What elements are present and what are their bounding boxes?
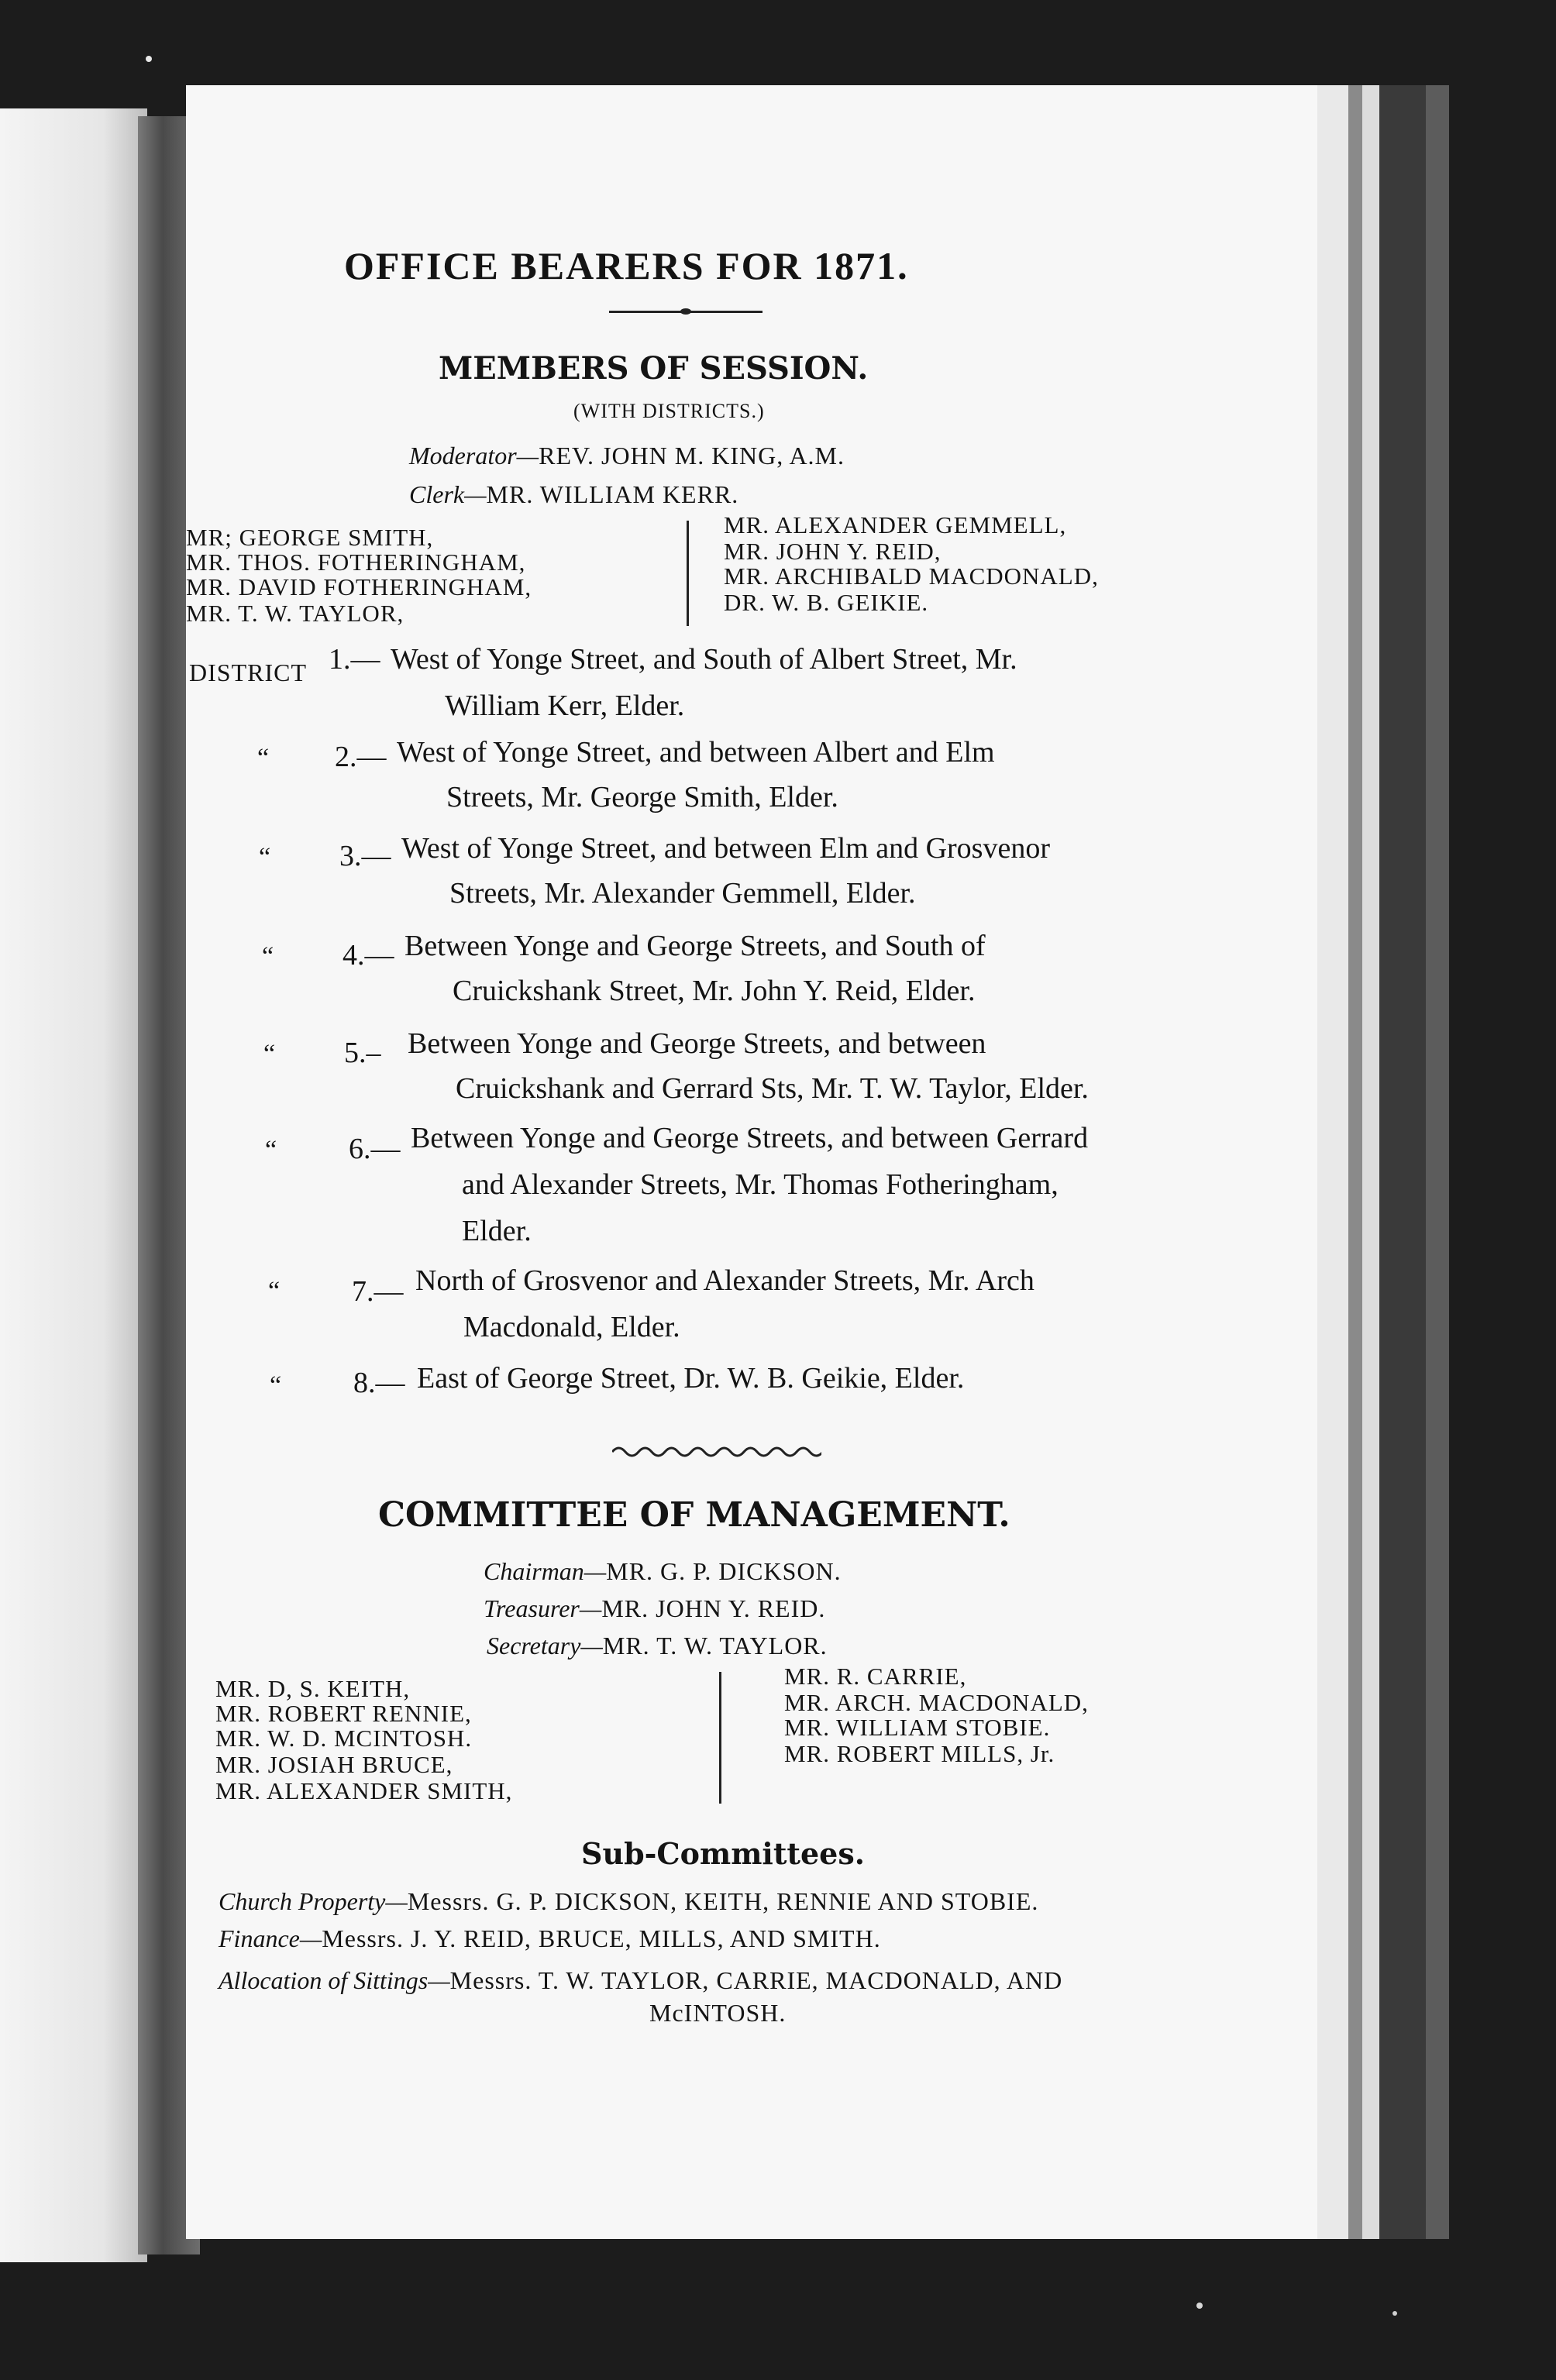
subcommittee-continuation: McINTOSH.: [649, 1999, 787, 2027]
district-text: West of Yonge Street, and between Elm and Grosvenor: [401, 832, 1050, 865]
clerk-value: MR. WILLIAM KERR.: [486, 480, 739, 508]
committee-member-left: MR. D, S. KEITH,: [215, 1675, 411, 1702]
secretary-label: Secretary—: [487, 1632, 603, 1659]
ditto-mark: “: [263, 1040, 276, 1068]
session-member-left: MR. T. W. TAYLOR,: [186, 600, 404, 627]
district-text: William Kerr, Elder.: [445, 690, 685, 722]
committee-member-right: MR. ARCH. MACDONALD,: [784, 1689, 1089, 1716]
district-number: 3.—: [339, 840, 391, 872]
treasurer-value: MR. JOHN Y. REID.: [601, 1594, 826, 1622]
committee-member-left: MR. JOSIAH BRUCE,: [215, 1751, 453, 1778]
district-number: 8.—: [353, 1367, 405, 1399]
ditto-mark: “: [270, 1371, 282, 1400]
district-text: Cruickshank and Gerrard Sts, Mr. T. W. Taylor, Elder.: [456, 1072, 1089, 1105]
subcommittee-label: Church Property—: [219, 1887, 408, 1915]
district-text: East of George Street, Dr. W. B. Geikie, Elder.: [417, 1362, 965, 1395]
chairman-label: Chairman—: [484, 1557, 607, 1585]
district-number: 5.–: [344, 1037, 381, 1069]
session-member-right: MR. ARCHIBALD MACDONALD,: [724, 562, 1099, 590]
district-text: Between Yonge and George Streets, and between: [408, 1027, 986, 1060]
district-text: Cruickshank Street, Mr. John Y. Reid, Elder.: [453, 975, 976, 1007]
district-number: 4.—: [343, 939, 394, 972]
district-number: 2.—: [335, 741, 387, 773]
committee-member-left: MR. W. D. MCINTOSH.: [215, 1725, 473, 1752]
ditto-mark: “: [262, 942, 274, 971]
session-member-right: MR. JOHN Y. REID,: [724, 538, 942, 565]
district-number: 1.—: [329, 643, 380, 676]
district-text: North of Grosvenor and Alexander Streets, Mr. Arch: [415, 1264, 1034, 1297]
subcommittee-value: Messrs. G. P. DICKSON, KEITH, RENNIE AND STOBIE.: [407, 1887, 1039, 1915]
subcommittee-value: Messrs. T. W. TAYLOR, CARRIE, MACDONALD, AND: [449, 1966, 1063, 1994]
district-number: 6.—: [349, 1133, 401, 1165]
committee-member-left: MR. ROBERT RENNIE,: [215, 1700, 472, 1727]
district-text: Streets, Mr. George Smith, Elder.: [446, 781, 838, 813]
district-text: Between Yonge and George Streets, and between Gerrard: [411, 1122, 1089, 1154]
session-member-left: MR. THOS. FOTHERINGHAM,: [186, 549, 526, 576]
session-member-left: MR. DAVID FOTHERINGHAM,: [186, 573, 532, 600]
secretary-value: MR. T. W. TAYLOR.: [602, 1632, 828, 1659]
subcommittees-heading: Sub-Committees.: [581, 1836, 865, 1871]
session-heading: MEMBERS OF SESSION.: [439, 350, 869, 387]
session-subheading: (WITH DISTRICTS.): [573, 400, 765, 422]
subcommittee-label: Finance—: [219, 1924, 322, 1952]
district-text: West of Yonge Street, and South of Albert Street, Mr.: [391, 643, 1017, 676]
page-title: OFFICE BEARERS FOR 1871.: [344, 244, 909, 287]
ditto-mark: “: [257, 744, 270, 772]
clerk-label: Clerk—: [409, 480, 487, 508]
district-text: West of Yonge Street, and between Albert and Elm: [397, 736, 995, 769]
committee-heading: COMMITTEE OF MANAGEMENT.: [378, 1495, 1010, 1535]
committee-member-right: MR. WILLIAM STOBIE.: [784, 1714, 1051, 1741]
treasurer-label: Treasurer—: [484, 1594, 602, 1622]
committee-member-right: MR. R. CARRIE,: [784, 1663, 967, 1690]
committee-member-left: MR. ALEXANDER SMITH,: [215, 1777, 513, 1804]
ditto-mark: “: [268, 1277, 281, 1305]
district-text: Macdonald, Elder.: [463, 1311, 680, 1343]
ditto-mark: “: [259, 843, 271, 872]
moderator-label: Moderator—: [409, 442, 539, 469]
committee-member-right: MR. ROBERT MILLS, Jr.: [784, 1740, 1055, 1767]
district-number: 7.—: [352, 1275, 404, 1308]
district-text: Streets, Mr. Alexander Gemmell, Elder.: [449, 877, 916, 910]
district-text: Elder.: [462, 1215, 532, 1247]
chairman-value: MR. G. P. DICKSON.: [606, 1557, 842, 1585]
session-member-left: MR; GEORGE SMITH,: [186, 524, 434, 551]
session-member-right: DR. W. B. GEIKIE.: [724, 589, 929, 616]
session-member-right: MR. ALEXANDER GEMMELL,: [724, 511, 1067, 538]
subcommittee-label: Allocation of Sittings—: [219, 1966, 450, 1994]
district-label: DISTRICT: [189, 659, 307, 686]
moderator-value: REV. JOHN M. KING, A.M.: [539, 442, 845, 469]
ditto-mark: “: [265, 1136, 277, 1164]
subcommittee-value: Messrs. J. Y. REID, BRUCE, MILLS, AND SMITH.: [322, 1924, 881, 1952]
district-text: and Alexander Streets, Mr. Thomas Fotheringham,: [462, 1168, 1059, 1201]
district-text: Between Yonge and George Streets, and South of: [404, 930, 986, 962]
